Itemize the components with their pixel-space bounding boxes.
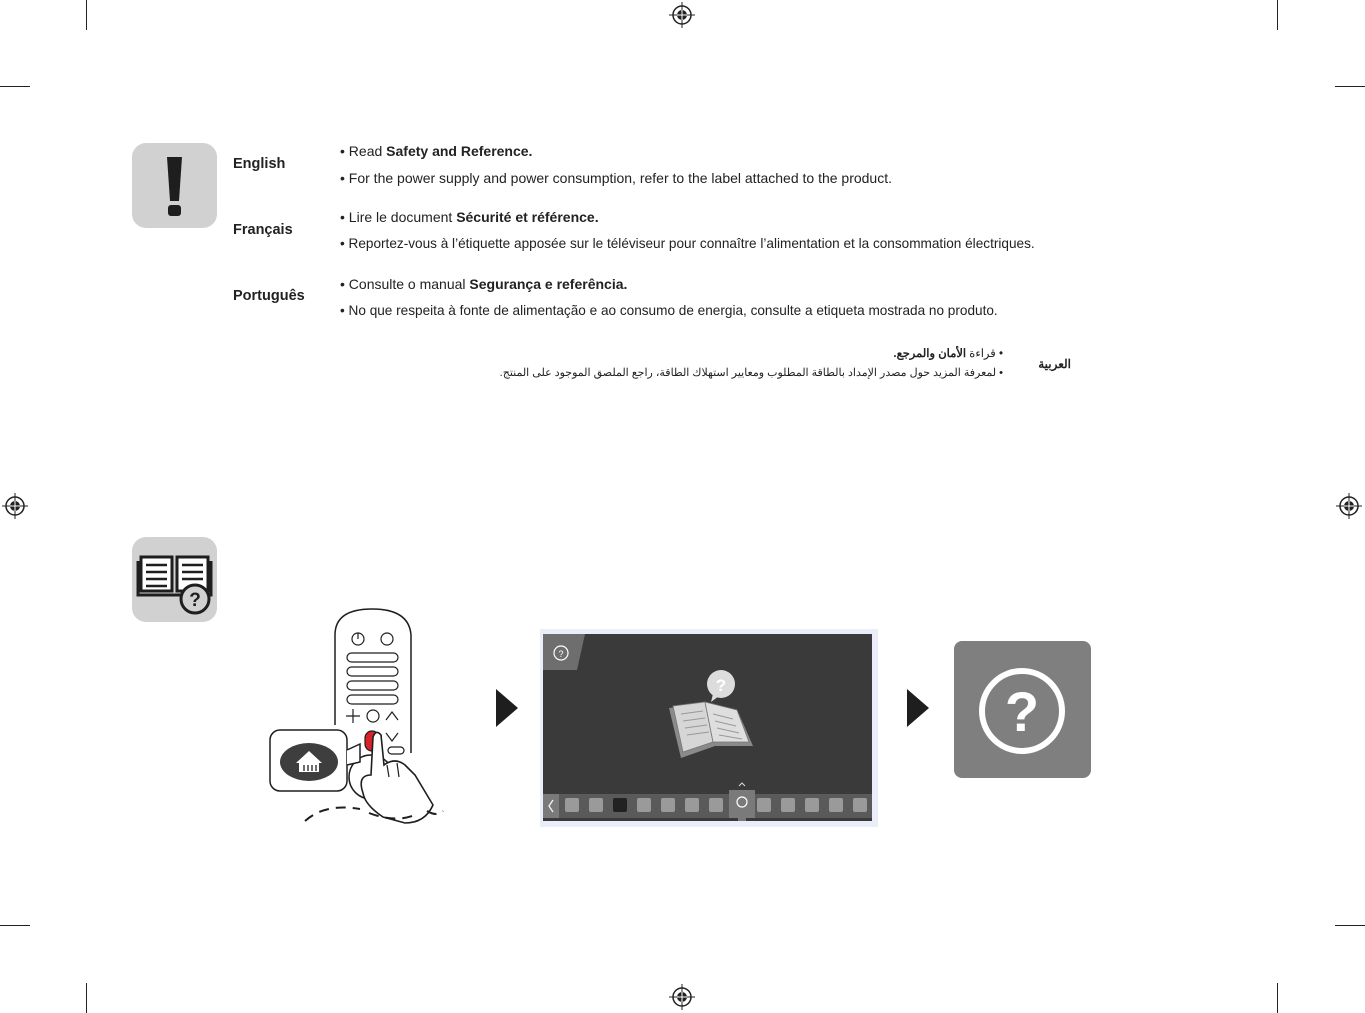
power-label-line: • No que respeita à fonte de alimentação e ao consumo de energia, consulte a etiqueta mostrada no produto.	[340, 303, 998, 318]
language-label: العربية	[1038, 357, 1071, 371]
line-prefix: • Lire le document	[340, 209, 457, 225]
power-label-line: • Reportez-vous à l’étiquette apposée sur le téléviseur pour connaître l’alimentation et la consommation électriques.	[340, 236, 1035, 251]
language-label: Português	[233, 288, 305, 304]
manual-title: Segurança e referência.	[469, 276, 628, 292]
svg-text:?: ?	[189, 590, 201, 611]
remote-illustration	[265, 605, 455, 830]
svg-text:?: ?	[715, 676, 727, 695]
safety-reference-line	[340, 143, 532, 159]
tv-screen	[540, 629, 878, 827]
svg-text:?: ?	[1004, 680, 1040, 743]
tv-content	[543, 634, 872, 821]
language-label: Français	[233, 222, 293, 238]
play-arrow-icon	[495, 688, 519, 728]
safety-reference-line	[340, 276, 627, 292]
book-3d-icon	[669, 702, 753, 758]
line-prefix: • Read	[340, 143, 387, 159]
manual-title: الأمان والمرجع.	[893, 348, 967, 360]
question-circle-icon	[954, 641, 1091, 778]
power-label-line: • لمعرفة المزيد حول مصدر الإمداد بالطاقة المطلوب ومعايير استهلاك الطاقة، راجع الملصق الموجود على المنتج.	[499, 367, 1003, 379]
help-tile	[954, 641, 1091, 778]
crop-mark	[86, 983, 87, 1013]
book-question-icon	[132, 537, 217, 622]
crop-mark	[1335, 925, 1365, 926]
registration-mark-icon	[669, 984, 695, 1010]
crop-mark	[1277, 0, 1278, 30]
manual-title: Sécurité et référence.	[456, 209, 599, 225]
power-label-line: • For the power supply and power consumption, refer to the label attached to the product.	[340, 170, 893, 186]
line-prefix: • Consulte o manual	[340, 276, 470, 292]
registration-mark-icon	[2, 493, 28, 519]
registration-mark-icon	[669, 2, 695, 28]
line-prefix: • قراءة	[966, 348, 1003, 360]
safety-reference-line	[893, 346, 1003, 360]
play-arrow-icon	[906, 688, 930, 728]
exclamation-icon	[132, 143, 217, 228]
language-label: English	[233, 156, 286, 172]
crop-mark	[86, 0, 87, 30]
warning-icon-box	[132, 143, 217, 228]
manual-icon-box	[132, 537, 217, 622]
registration-mark-icon	[1336, 493, 1362, 519]
crop-mark	[0, 86, 30, 87]
safety-reference-line	[340, 209, 599, 225]
crop-mark	[1277, 983, 1278, 1013]
crop-mark	[0, 925, 30, 926]
crop-mark	[1335, 86, 1365, 87]
svg-text:?: ?	[558, 649, 564, 659]
manual-title: Safety and Reference.	[386, 143, 533, 159]
